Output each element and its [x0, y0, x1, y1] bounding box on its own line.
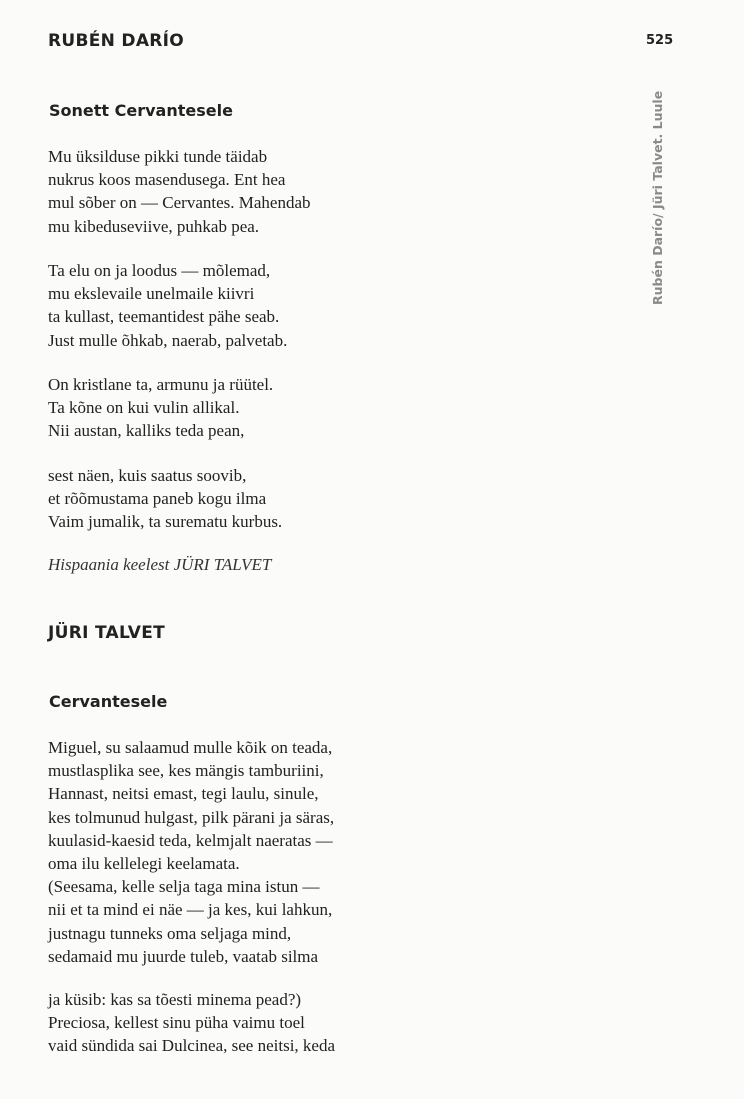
page-number: 525: [646, 33, 674, 48]
poem-line: mustlasplika see, kes mängis tamburiini,: [48, 761, 324, 781]
poem-line: nukrus koos masendusega. Ent hea: [48, 170, 286, 190]
author-heading-dario: RUBÉN DARÍO: [48, 31, 185, 51]
stanza: [48, 736, 334, 968]
poem-line: justnagu tunneks oma seljaga mind,: [48, 923, 292, 943]
poem-line: Ta elu on ja loodus — mõlemad,: [48, 261, 271, 280]
poem-line: kes tolmunud hulgast, pilk pärani ja säras,: [48, 807, 335, 827]
poem-line: Nii austan, kalliks teda pean,: [48, 421, 245, 441]
poem-line: vaid sündida sai Dulcinea, see neitsi, keda: [48, 1036, 336, 1056]
stanza: [48, 464, 282, 534]
author-heading-talvet: JÜRI TALVET: [48, 623, 166, 643]
poem-line: Vaim jumalik, ta surematu kurbus.: [48, 512, 283, 532]
credit-name: JÜRI TALVET: [173, 555, 272, 574]
poem-line: (Seesama, kelle selja taga mina istun —: [48, 877, 320, 897]
poem-title-sonett: Sonett Cervantesele: [49, 101, 233, 120]
poem-line: Just mulle õhkab, naerab, palvetab.: [48, 330, 288, 350]
stanza: [48, 145, 311, 238]
running-header: Rubén Darío/ Jüri Talvet. Luule: [650, 90, 665, 305]
credit-prefix: Hispaania keelest: [48, 555, 170, 574]
poem-line: ja küsib: kas sa tõesti minema pead?): [48, 990, 302, 1009]
poem-line: Mu üksilduse pikki tunde täidab: [48, 147, 268, 166]
poem-line: sedamaid mu juurde tuleb, vaatab silma: [48, 946, 319, 966]
poem-title-cervantesele: Cervantesele: [49, 692, 168, 711]
poem-line: oma ilu kellelegi keelamata.: [48, 854, 240, 874]
poem-line: Hannast, neitsi emast, tegi laulu, sinule,: [48, 784, 319, 804]
poem-line: mu ekslevaile unelmaile kiivri: [48, 284, 255, 304]
translator-credit: [48, 555, 271, 575]
poem-line: Miguel, su salaamud mulle kõik on teada,: [48, 738, 333, 757]
poem-line: kuulasid-kaesid teda, kelmjalt naeratas —: [48, 830, 333, 850]
poem-line: ta kullast, teemantidest pähe seab.: [48, 307, 280, 327]
stanza: [48, 988, 335, 1058]
poem-line: Ta kõne on kui vulin allikal.: [48, 398, 240, 418]
poem-line: mul sõber on — Cervantes. Mahendab: [48, 193, 311, 213]
poem-line: On kristlane ta, armunu ja rüütel.: [48, 375, 274, 394]
poem-line: Preciosa, kellest sinu püha vaimu toel: [48, 1013, 305, 1033]
stanza: [48, 259, 287, 352]
poem-line: et rõõmustama paneb kogu ilma: [48, 489, 267, 509]
poem-line: nii et ta mind ei näe — ja kes, kui lahkun,: [48, 900, 333, 920]
poem-line: sest näen, kuis saatus soovib,: [48, 466, 247, 485]
poem-line: mu kibeduseviive, puhkab pea.: [48, 216, 260, 236]
stanza: [48, 373, 273, 443]
